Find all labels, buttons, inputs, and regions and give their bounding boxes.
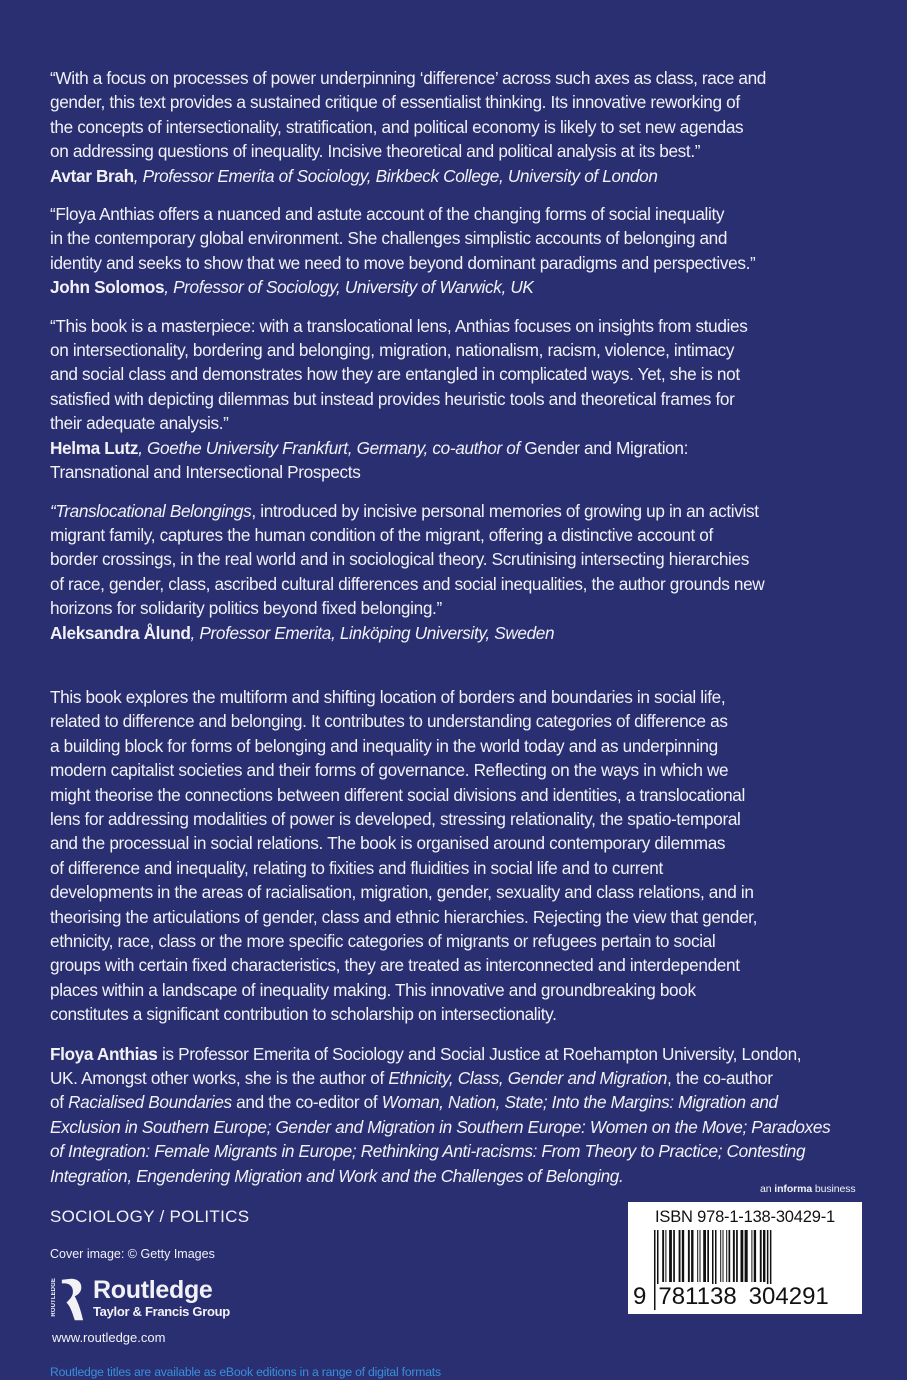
description-line: lens for addressing modalities of power is developed, stressing relationality, the spatio-temporal (50, 808, 741, 829)
barcode-bar (700, 1230, 701, 1282)
ebook-availability-note: Routledge titles are available as eBook editions in a range of digital formats (50, 1365, 441, 1380)
routledge-logo-icon (51, 1276, 85, 1324)
bio-line (50, 1042, 860, 1066)
barcode-bar (679, 1230, 681, 1282)
informa-pre: an (760, 1183, 775, 1195)
bio-line (50, 1090, 860, 1114)
publisher-website-link[interactable]: www.routledge.com (52, 1330, 166, 1346)
barcode-bar (682, 1230, 684, 1282)
bio-text: , the co-author (667, 1068, 773, 1089)
endorser-affiliation: , Professor of Sociology, University of Warwick, UK (164, 277, 534, 298)
isbn-label: ISBN 978-1-138-30429-1 (655, 1208, 835, 1226)
barcode-bar (691, 1230, 693, 1282)
bio-book-title: Exclusion in Southern Europe; Gender and Migration in Southern Europe: Women on the Move; Paradoxes (50, 1116, 831, 1137)
description-line: and the processual in social relations. The book is organised around contemporary dilemmas (50, 833, 726, 854)
barcode-bar (751, 1230, 752, 1282)
bio-book-title: Woman, Nation, State; Into the Margins: Migration and (381, 1092, 778, 1113)
book-description (50, 685, 860, 1027)
endorsement-alund (50, 499, 860, 645)
isbn-barcode (628, 1202, 862, 1314)
book-title-continued: Transnational and Intersectional Prospects (50, 462, 361, 483)
description-line: constitutes a significant contribution to scholarship on intersectionality. (50, 1004, 557, 1025)
description-line: developments in the areas of racialisation, migration, gender, sexuality and class relations, and in (50, 882, 754, 903)
endorsement-line: the concepts of intersectionality, stratification, and political economy is likely to set new agendas (50, 116, 744, 137)
barcode-bar (736, 1230, 738, 1282)
endorser-name: Helma Lutz (50, 437, 139, 458)
barcode-bar (763, 1230, 765, 1282)
description-line: This book explores the multiform and shifting location of borders and boundaries in social life, (50, 686, 726, 707)
endorsement-attribution (50, 621, 860, 645)
barcode-bar (665, 1230, 666, 1282)
barcode-bar (688, 1230, 690, 1282)
endorsement-line (50, 499, 860, 523)
cover-image-credit: Cover image: © Getty Images (50, 1247, 215, 1262)
endorsement-attribution (50, 164, 860, 188)
barcode-bar (720, 1230, 721, 1282)
bio-book-title: Integration, Engendering Migration and Work and the Challenges of Belonging. (50, 1165, 624, 1186)
logo-vertical-text: ROUTLEDGE (51, 1278, 57, 1317)
endorsement-line: in the contemporary global environment. She challenges simplistic accounts of belonging and (50, 228, 728, 249)
bio-text: and the co-editor of (231, 1092, 382, 1113)
endorser-affiliation: , Professor Emerita, Linköping University, Sweden (190, 622, 555, 643)
bio-line (50, 1066, 860, 1090)
informa-brand: informa (774, 1183, 813, 1195)
endorsement-line: identity and seeks to show that we need to move beyond dominant paradigms and perspectives.” (50, 252, 756, 273)
endorsement-line-rest: , introduced by incisive personal memories of growing up in an activist (251, 500, 759, 521)
description-line: ethnicity, race, class or the more specific categories of migrants or refugees pertain to social (50, 931, 716, 951)
barcode-bar (703, 1230, 706, 1282)
barcode-digits (632, 1284, 858, 1310)
bio-line (50, 1139, 860, 1163)
endorsement-line: gender, this text provides a sustained critique of essentialist thinking. Its innovative reworking of (50, 92, 740, 113)
endorser-name: John Solomos (50, 277, 165, 298)
endorsement-line: satisfied with depicting dilemmas but instead provides heuristic tools and theoretical frames for (50, 388, 735, 409)
bio-text: UK. Amongst other works, she is the author of (50, 1068, 389, 1089)
barcode-bar (745, 1230, 748, 1282)
bio-book-title: of Integration: Female Migrants in Europe; Rethinking Anti-racisms: From Theory to Practice; Contesting (50, 1141, 806, 1162)
description-line: theorising the articulations of gender, class and ethnic hierarchies. Rejecting the view that gender, (50, 906, 758, 927)
endorsement-attribution (50, 436, 860, 460)
barcode-bar (741, 1230, 744, 1282)
bio-line (50, 1115, 860, 1139)
publisher-text (93, 1276, 230, 1320)
endorser-affiliation: , Professor Emerita of Sociology, Birkbeck College, University of London (133, 165, 658, 186)
description-line: a building block for forms of belonging and inequality in the world today and as underpinning (50, 735, 718, 756)
endorsement-line: “With a focus on processes of power underpinning ‘difference’ across such axes as class, race and (50, 68, 767, 88)
endorsement-line: “This book is a masterpiece: with a translocational lens, Anthias focuses on insights from studies (50, 315, 748, 336)
endorsement-lutz (50, 314, 860, 485)
endorsement-line: on addressing questions of inequality. Incisive theoretical and political analysis at its best.” (50, 141, 701, 162)
endorsement-line: horizons for solidarity politics beyond fixed belonging.” (50, 598, 442, 619)
barcode-bar (669, 1230, 672, 1282)
endorsement-line: of race, gender, class, ascribed cultural differences and social inequalities, the author grounds new (50, 573, 765, 594)
barcode-digits-right: 304291 (748, 1283, 829, 1310)
barcode-bar (760, 1230, 762, 1282)
endorsement-attribution (50, 275, 860, 299)
bio-text: is Professor Emerita of Sociology and Social Justice at Roehampton University, London, (157, 1043, 802, 1064)
publisher-group: Taylor & Francis Group (93, 1304, 230, 1320)
bio-line (50, 1164, 860, 1188)
bio-book-title: Racialised Boundaries (68, 1092, 232, 1113)
back-cover-text (50, 66, 860, 1380)
book-title-italic: “Translocational Belongings (50, 500, 252, 521)
endorsement-brah (50, 66, 860, 188)
endorsement-line: their adequate analysis.” (50, 413, 229, 434)
bio-text: of (50, 1092, 69, 1113)
barcode-bar (662, 1230, 664, 1282)
barcode-bar (754, 1230, 756, 1282)
endorsement-line: and social class and demonstrates how they are entangled in complicated ways. Yet, she is not (50, 364, 740, 385)
endorser-name: Aleksandra Ålund (50, 622, 191, 643)
subject-category: SOCIOLOGY / POLITICS (50, 1207, 250, 1227)
description-line: places within a landscape of inequality making. This innovative and groundbreaking book (50, 979, 696, 1000)
author-name: Floya Anthias (50, 1043, 158, 1064)
description-line: related to difference and belonging. It contributes to understanding categories of difference as (50, 711, 728, 732)
informa-post: business (812, 1183, 856, 1195)
informa-tagline (760, 1183, 856, 1196)
description-line: groups with certain fixed characteristics, they are treated as interconnected and interdependent (50, 955, 740, 976)
endorsement-solomos (50, 202, 860, 300)
barcode-bar (673, 1230, 675, 1282)
barcode-bar (697, 1230, 698, 1282)
endorser-affiliation: , Goethe University Frankfurt, Germany, co-author of (138, 437, 525, 458)
endorsement-line: on intersectionality, bordering and belonging, migration, nationalism, racism, violence, intimacy (50, 340, 735, 361)
endorser-name: Avtar Brah (50, 165, 134, 186)
barcode-digit-first: 9 (633, 1283, 647, 1310)
barcode-digits-left: 781138 (658, 1283, 737, 1310)
bio-book-title: Ethnicity, Class, Gender and Migration (388, 1068, 668, 1089)
barcode-bar (723, 1230, 724, 1282)
book-title: Gender and Migration: (524, 437, 689, 458)
barcode-bar (729, 1230, 731, 1282)
publisher-name: Routledge (93, 1276, 213, 1305)
endorsement-line: migrant family, captures the human condition of the migrant, offering a distinctive account of (50, 524, 713, 545)
endorsement-line: border crossings, in the real world and in sociological theory. Scrutinising intersecting hierarchies (50, 549, 749, 570)
endorsement-line: “Floya Anthias offers a nuanced and astute account of the changing forms of social inequality (50, 204, 725, 225)
barcode-bar (733, 1230, 735, 1282)
routledge-head-icon (60, 1276, 84, 1324)
barcode-bar (707, 1230, 709, 1282)
description-line: might theorise the connections between different social divisions and identities, a translocational (50, 784, 745, 805)
description-line: modern capitalist societies and their forms of governance. Reflecting on the ways in which we (50, 760, 729, 781)
barcode-bar (726, 1230, 727, 1282)
description-line: of difference and inequality, relating to fixities and fluidities in social life and to current (50, 857, 663, 878)
author-bio (50, 1042, 860, 1188)
